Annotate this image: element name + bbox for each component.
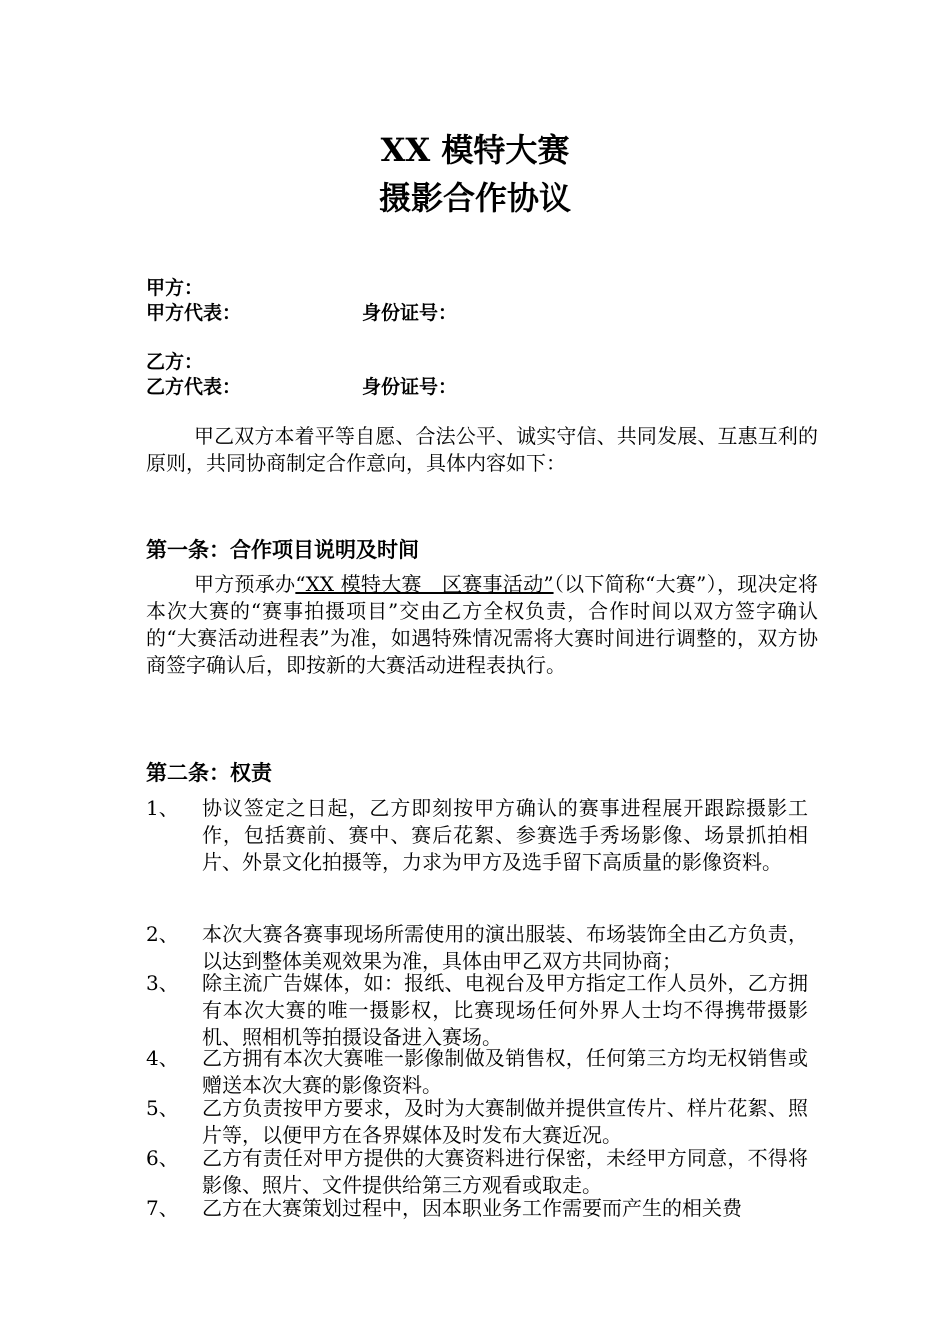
- document-title-line2: 摄影合作协议: [378, 179, 571, 217]
- party-b-label: 乙方：: [146, 351, 204, 373]
- list-item: [146, 795, 818, 876]
- list-item: [146, 1195, 818, 1222]
- party-b-rep-label: 乙方代表：: [146, 376, 242, 398]
- list-item-number: 7、: [146, 1196, 179, 1220]
- list-item-text: 乙方在大赛策划过程中，因本职业务工作需要而产生的相关费: [202, 1196, 742, 1220]
- list-item-number: 2、: [146, 922, 179, 946]
- document-title-line1: XX 模特大赛: [380, 131, 570, 169]
- party-a-id-label: 身份证号：: [362, 302, 458, 324]
- article1-post: （以下简称“大赛”），现决定将本次大赛的“赛事拍摄项目”交由乙方全权负责，合作时间以双方签字确认的“大赛活动进程表”为准，如遇特殊情况需将大赛时间进行调整的，双方协商签字确认后，即按新的大赛活动进程表执行。: [146, 572, 819, 677]
- list-item-text: 协议签定之日起，乙方即刻按甲方确认的赛事进程展开跟踪摄影工作，包括赛前、赛中、赛后花絮、参赛选手秀场影像、场景抓拍相片、外景文化拍摄等，力求为甲方及选手留下高质量的影像资料。: [202, 796, 808, 874]
- list-item-text: 本次大赛各赛事现场所需使用的演出服装、布场装饰全由乙方负责，以达到整体美观效果为准，具体由甲乙双方共同协商；: [202, 922, 808, 973]
- list-item-text: 乙方拥有本次大赛唯一影像制做及销售权，任何第三方均无权销售或赠送本次大赛的影像资料。: [202, 1046, 808, 1097]
- party-a-rep-row: [146, 300, 458, 326]
- party-b-rep-row: [146, 374, 458, 400]
- party-b-id-label: 身份证号：: [362, 376, 458, 398]
- article2-heading: 第二条：权责: [146, 761, 272, 785]
- event-name-underlined: “XX 模特大赛 区赛事活动”: [295, 572, 554, 596]
- article1-paragraph: [146, 571, 818, 679]
- intro-paragraph: 甲乙双方本着平等自愿、合法公平、诚实守信、共同发展、互惠互利的原则，共同协商制定合作意向，具体内容如下：: [146, 424, 818, 475]
- list-item: [146, 921, 818, 975]
- list-item: [146, 1145, 818, 1199]
- party-a-label: 甲方：: [146, 277, 204, 299]
- list-item-text: 乙方负责按甲方要求，及时为大赛制做并提供宣传片、样片花絮、照片等，以便甲方在各界媒体及时发布大赛近况。: [202, 1096, 808, 1147]
- article1-heading: 第一条：合作项目说明及时间: [146, 538, 419, 562]
- list-item: [146, 1095, 818, 1149]
- party-a-rep-label: 甲方代表：: [146, 302, 242, 324]
- list-item: [146, 1045, 818, 1099]
- list-item-number: 4、: [146, 1046, 179, 1070]
- list-item-number: 6、: [146, 1146, 179, 1170]
- list-item-number: 5、: [146, 1096, 179, 1120]
- list-item-text: 除主流广告媒体，如：报纸、电视台及甲方指定工作人员外，乙方拥有本次大赛的唯一摄影权，比赛现场任何外界人士均不得携带摄影机、照相机等拍摄设备进入赛场。: [202, 971, 808, 1049]
- article1-pre: 甲方预承办: [194, 572, 296, 596]
- list-item: [146, 970, 818, 1051]
- list-item-text: 乙方有责任对甲方提供的大赛资料进行保密，未经甲方同意，不得将影像、照片、文件提供给第三方观看或取走。: [202, 1146, 808, 1197]
- list-item-number: 1、: [146, 796, 179, 820]
- list-item-number: 3、: [146, 971, 179, 995]
